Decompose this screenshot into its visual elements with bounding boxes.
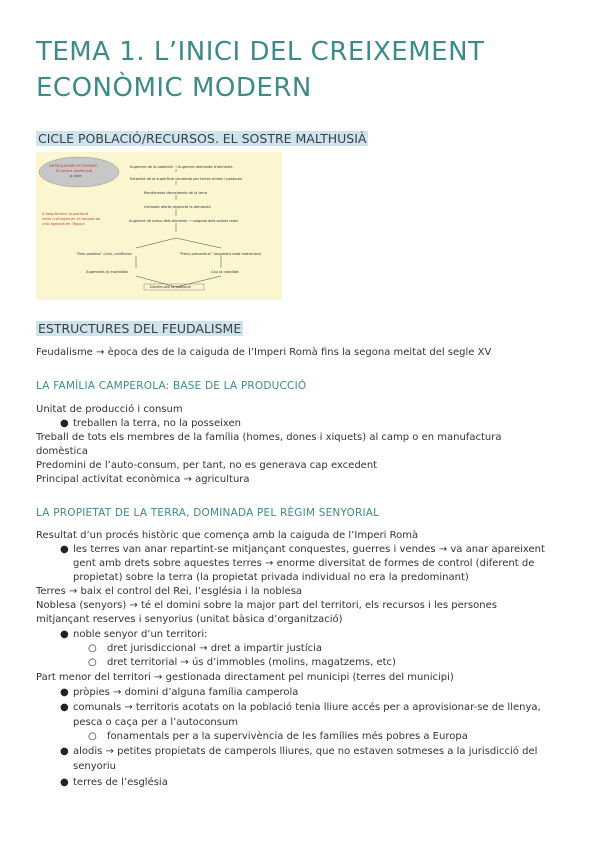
bullet-text: pròpies → domini d’alguna família camperola [73,687,299,698]
sub-bullet-icon: ○ [88,643,97,654]
heading-malthusian-cycle: CICLE POBLACIÓ/RECURSOS. EL SOSTRE MALTHUSIÀ [38,131,367,146]
bullet-text: propietat) sobre la terra (la propietat privada individual no era la predominant) [73,572,469,583]
heading-feudal-structures: ESTRUCTURES DEL FEUDALISME [38,321,242,336]
text-line: Unitat de producció i consum [36,404,183,415]
diagram-node-5: Augment de preus dels aliments → caiguda dels salaris reals [129,219,238,223]
diagram-node-6: “Fam positiva” (crisi, conflictes [76,252,132,256]
bullet-text: terres de l’església [73,777,168,788]
text-line: Part menor del territori → gestionada directament pel municipi (terres del municipi) [36,672,454,683]
sub-bullet-icon: ○ [88,731,97,742]
feudalism-intro: Feudalisme → època des de la caiguda de l’Imperi Romà fins la segona meitat del segle XV [36,347,492,358]
sub-bullet-icon: ○ [88,657,97,668]
text-line: Principal activitat econòmica → agricultura [36,474,250,485]
bullet-icon: ● [60,418,69,429]
bullet-icon: ● [60,629,69,640]
diagram-node-9: Cau la natalitat [211,270,239,274]
oval-text-3: o cicle [70,174,82,178]
oval-text-2: El sostre malthusià [56,168,93,173]
text-line: Predomini de l’auto-consum, per tant, no es generava cap excedent [36,460,378,471]
bullet-text: gent amb drets sobre aquestes terres → enorme diversitat de formes de control (diferent de [73,558,535,569]
diagram-node-3: Rendiments decreixents de la terra [144,191,208,195]
title-line-1: TEMA 1. L’INICI DEL CREIXEMENT [36,37,485,67]
bullet-text: les terres van anar repartint-se mitjançant conquestes, guerres i vendes → va anar apareixent [73,544,545,555]
text-line: Treball de tots els membres de la família (homes, dones i xiquets) al camp o en manufactura [36,432,502,443]
sub-bullet-text: dret jurisdiccional → dret a impartir justícia [107,643,323,654]
bullet-text: treballen la terra, no la posseixen [73,418,241,429]
bullet-text: pesca o caça per a l’autoconsum [73,717,239,728]
heading-peasant-family: LA FAMÍLIA CAMPEROLA: BASE DE LA PRODUCCIÓ [36,380,307,392]
side-note-1: A llarg termini la població [42,212,89,216]
bullet-text: alodis → petites propietats de camperols lliures, que no estaven sotmeses a la jurisdicció del [73,746,538,757]
oval-text-1: DESEQUILIBRI ECONÒMIC [49,163,98,168]
diagram-node-4: Limitada oferta respecte la demanda [144,205,211,209]
title-line-2: ECONÒMIC MODERN [36,73,312,103]
diagram-node-1: Augment de la població → Augment demanda d’aliments [130,165,233,169]
diagram-node-8: Augmenta la mortalitat [86,270,128,274]
malthusian-cycle-diagram [36,152,282,300]
diagram-node-10: Disminueix la població [150,285,191,289]
text-line: Noblesa (senyors) → té el domini sobre la major part del territori, els recursos i les persones [36,600,497,611]
bullet-icon: ● [60,702,69,713]
sub-bullet-text: fonamentals per a la supervivència de les famílies més pobres a Europa [107,731,468,742]
diagram-node-7: “Frens preventius” (augment edat matrimoni) [179,252,262,256]
bullet-icon: ● [60,544,69,555]
bullet-icon: ● [60,777,69,788]
bullet-text: comunals → territoris acotats on la població tenia lliure accés per a aprovisionar-se de llenya, [73,702,541,713]
text-line: domèstica [36,446,88,457]
side-note-3: crisi agrícola en l’època [42,222,85,226]
text-line: Terres → baix el control del Rei, l’església i la noblesa [36,586,303,597]
bullet-text: noble senyor d’un territori: [73,629,208,640]
side-note-2: creix i col·lapsa en el context de [42,217,101,221]
bullet-icon: ● [60,687,69,698]
bullet-text: senyoriu [73,761,116,772]
bullet-icon: ● [60,746,69,757]
document-title [36,34,576,106]
diagram-node-2: Extensió de la superfície conreada per terres ermes i pastures [130,177,242,181]
heading-land-ownership: LA PROPIETAT DE LA TERRA, DOMINADA PEL RÈGIM SENYORIAL [36,507,380,519]
text-line: mitjançant reserves i senyorius (unitat bàsica d’organització) [36,614,343,625]
text-line: Resultat d’un procés històric que comença amb la caiguda de l’Imperi Romà [36,530,419,541]
sub-bullet-text: dret territorial → ús d’immobles (molins, magatzems, etc) [107,657,396,668]
